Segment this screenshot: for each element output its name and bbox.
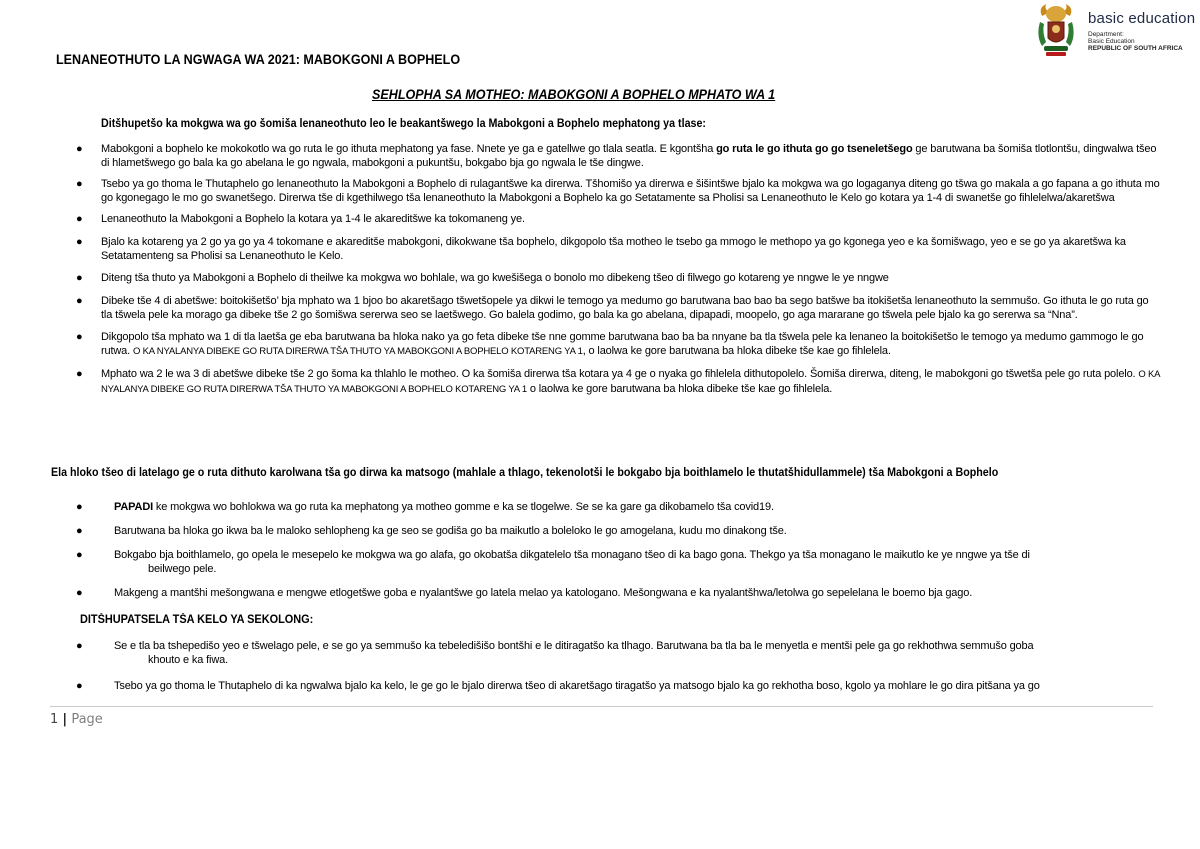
page-label: Page [71, 712, 103, 727]
list-item-text: Bokgabo bja boithlamelo, go opela le mesepelo ke mokgwa wa go alafa, go okobatša dikgatelelo tša monagano tšeo di ka bago gona. Thekgo ya tša monagano le maikutlo ke ye nngwe ya tše di [114, 549, 1030, 561]
bullet-icon: ● [76, 143, 83, 155]
list-item-text: Dibeke tše 4 di abetšwe: boitokišetšo’ bja mphato wa 1 bjoo bo akaretšago tšwetšopele ya dikwi le temogo ya medumo go barutwana bao bao ba sego batšwe ba itokišetša lenaneothuto la semmušo. Go ithuta le go ruta go tla tšwela pele ka morago ga dibeke tše 2 go šomišwa sererwa seo se laetšwego. Go balela godimo, go bala ka go abelana, dipapadi, moopelo, go aga mararane go tšwela pele bjalo ka go sererwa sa “Nna”. [101, 295, 1149, 321]
list-item-caps-note: O KA NYALANYA DIBEKE GO RUTA DIRERWA TŠA THUTO YA MABOKGONI A BOPHELO KOTARENG YA 1 [101, 369, 1160, 395]
list-item-text: Lenaneothuto la Mabokgoni a Bophelo la kotara ya 1-4 le akareditšwe ka tokomaneng ye. [101, 213, 525, 225]
list-item [76, 548, 1134, 576]
list-item [76, 271, 1161, 285]
list-item-text: Dikgopolo tša mphato wa 1 di tla laetša ge eba barutwana ba hloka nako ya go feta dibeke tše nne gomme barutwana bao ba ba nnyane ba tla tšwela pele ka lenaneo la boitokišetšo le temogo ya medumo gammogo le go rutwa. [101, 331, 1144, 357]
list-item [76, 367, 1161, 397]
list-item [76, 294, 1161, 322]
bullet-icon: ● [76, 272, 83, 284]
bullet-icon: ● [76, 213, 83, 225]
list-item-text: Mabokgoni a bophelo ke mokokotlo wa go ruta le go ithuta mephatong ya fase. Nnete ye ga e gatellwe go tlala seatla. E kgontšha [101, 143, 717, 155]
section-title: SEHLOPHA SA MOTHEO: MABOKGONI A BOPHELO MPHATO WA 1 [372, 87, 776, 102]
list-item-text-continued: beilwego pele. [148, 563, 217, 575]
footer-divider [50, 706, 1153, 707]
list-item-emphasis: PAPADI [114, 501, 154, 513]
list-item [76, 212, 1161, 226]
list-item [76, 524, 1134, 538]
list-item-text-continued: khouto e ka fiwa. [148, 654, 228, 666]
list-item [76, 177, 1161, 205]
list-item-text: ge barutwana ba šomiša tlotlontšu, dingwalwa tšeo di hlametšwego go bala ka go abelana le go ngwala, mabokgoni a pukuntšu, bokgabo bja go ngwala le tše dingwe. [101, 143, 1157, 169]
guidelines-heading: Ditšhupetšo ka mokgwa wa go šomiša lenaneothuto leo le beakantšwego la Mabokgoni a Bophelo mephatong ya tlase: [101, 118, 706, 130]
list-item-caps-note: O KA NYALANYA DIBEKE GO RUTA DIRERWA TŠA THUTO YA MABOKGONI A BOPHELO KOTARENG YA 1 [132, 346, 583, 357]
bullet-icon: ● [76, 640, 83, 652]
bullet-icon: ● [76, 680, 83, 692]
department-logo [1030, 2, 1200, 62]
bullet-icon: ● [76, 501, 83, 513]
list-item-text: o laolwa ke gore barutwana ba hloka dibeke tše kae go fihlelela. [526, 383, 833, 395]
page-separator: | [62, 712, 68, 727]
practical-subjects-heading: Ela hloko tšeo di latelago ge o ruta dithuto karolwana tša go dirwa ka matsogo (mahlale a thlago, tekenolotši le bokgabo bja boithlamelo le thutatšhidullammele) tša Mabokgoni a Bophelo [51, 467, 999, 479]
list-item-text: Bjalo ka kotareng ya 2 go ya go ya 4 tokomane e akareditše mabokgoni, dikokwane tša bophelo, dikgopolo tša motheo le tsebo ga mmogo le methopo ya go kgonega yeo e ka šomišwago, yeo e se go ya akaretšwa ka Setatamenteng sa Pholisi sa Lenaneothuto le Kelo. [101, 236, 1126, 262]
list-item-text: Barutwana ba hloka go ikwa ba le maloko sehlopheng ka ge seo se godiša go ba maikutlo a boleloko le go amogelana, kudu mo dinakong tše. [114, 525, 787, 537]
bullet-icon: ● [76, 295, 83, 307]
bullet-icon: ● [76, 525, 83, 537]
list-item [76, 235, 1161, 263]
logo-basic-education-line: Basic Education [1088, 38, 1135, 45]
list-item-text: ke mokgwa wo bohlokwa wa go ruta ka mephatong ya motheo gomme e ka se tlogelwe. Se se ka gare ga dikobamelo tša covid19. [153, 501, 774, 513]
bullet-icon: ● [76, 368, 83, 380]
practical-notes-list [76, 500, 1134, 600]
list-item-text: , o laolwa ke gore barutwana ba hloka dibeke tše kae go fihlelela. [582, 345, 891, 357]
document-title: LENANEOTHUTO LA NGWAGA WA 2021: MABOKGONI A BOPHELO [56, 52, 461, 67]
list-item [76, 639, 1134, 667]
page-number: 1 [50, 712, 59, 727]
list-item [76, 330, 1161, 359]
list-item [76, 586, 1134, 600]
bullet-icon: ● [76, 236, 83, 248]
page-footer [50, 712, 103, 727]
list-item-text: Tsebo ya go thoma le Thutaphelo go lenaneothuto la Mabokgoni a Bophelo di rulagantšwe ka direrwa. Tšhomišo ya direrwa e šišintšwe bjalo ka mokgwa wa go logaganya diteng go tšwa go makala a go fapana a go ithuta mo go kgonegago le mo go swanetšego. Direrwa tše di kgethilwego tša lenaneothuto la Mabokgoni a Bophelo ka go Setatamente sa Pholisi sa Lenaneothuto le Kelo go kotara ya 1-4 di swanetše go fihlelelwa/akaretšwa [101, 178, 1160, 204]
list-item [76, 679, 1134, 693]
list-item-text: Makgeng a mantšhi mešongwana e mengwe etlogetšwe goba e nyalantšwe go latela melao ya katologano. Mešongwana e ka nyalantšhwa/letolwa go sepelelana le boemo bja gago. [114, 587, 973, 599]
logo-department-line: Department: [1088, 31, 1124, 38]
list-item-emphasis: go ruta le go ithuta go go tseneletšego [716, 143, 913, 155]
list-item [76, 142, 1161, 170]
coat-of-arms-icon [1032, 2, 1080, 58]
guidelines-list [76, 142, 1161, 397]
list-item-text: Mphato wa 2 le wa 3 di abetšwe dibeke tše 2 go šoma ka thlahlo le motheo. O ka šomiša direrwa tša kotara ya 4 ge o nyaka go fihlelela dithutopolelo. Šomiša direrwa, diteng, le mabokgoni go tšwetša pele go ruta polelo. [101, 368, 1139, 380]
list-item [76, 500, 1134, 514]
logo-country-line: REPUBLIC OF SOUTH AFRICA [1088, 45, 1183, 52]
list-item-text: Se e tla ba tshepedišo yeo e tšwelago pele, e se go ya semmušo ka tebeledišišo bontšhi e le ditiragatšo ka tlhago. Barutwana ba tla ba le menyetla e mentši pele ga go rekhothwa semmušo goba [114, 640, 1034, 652]
logo-title: basic education [1088, 10, 1196, 27]
school-assessment-heading: DITŠHUPATSELA TŠA KELO YA SEKOLONG: [80, 614, 314, 626]
list-item-text: Tsebo ya go thoma le Thutaphelo di ka ngwalwa bjalo ka kelo, le ge go le bjalo direrwa tšeo di akaretšago tiragatšo ya matsogo bjalo ka go rekhotha boso, kgolo ya mohlare le go dira pitšana ya go [114, 680, 1040, 692]
school-assessment-list [76, 639, 1134, 693]
bullet-icon: ● [76, 549, 83, 561]
bullet-icon: ● [76, 331, 83, 343]
bullet-icon: ● [76, 178, 83, 190]
list-item-text: Diteng tša thuto ya Mabokgoni a Bophelo di theilwe ka mokgwa wo bohlale, wa go kwešišega o bonolo mo dibekeng tšeo di filwego go kotareng ye nngwe le ye nngwe [101, 272, 889, 284]
bullet-icon: ● [76, 587, 83, 599]
